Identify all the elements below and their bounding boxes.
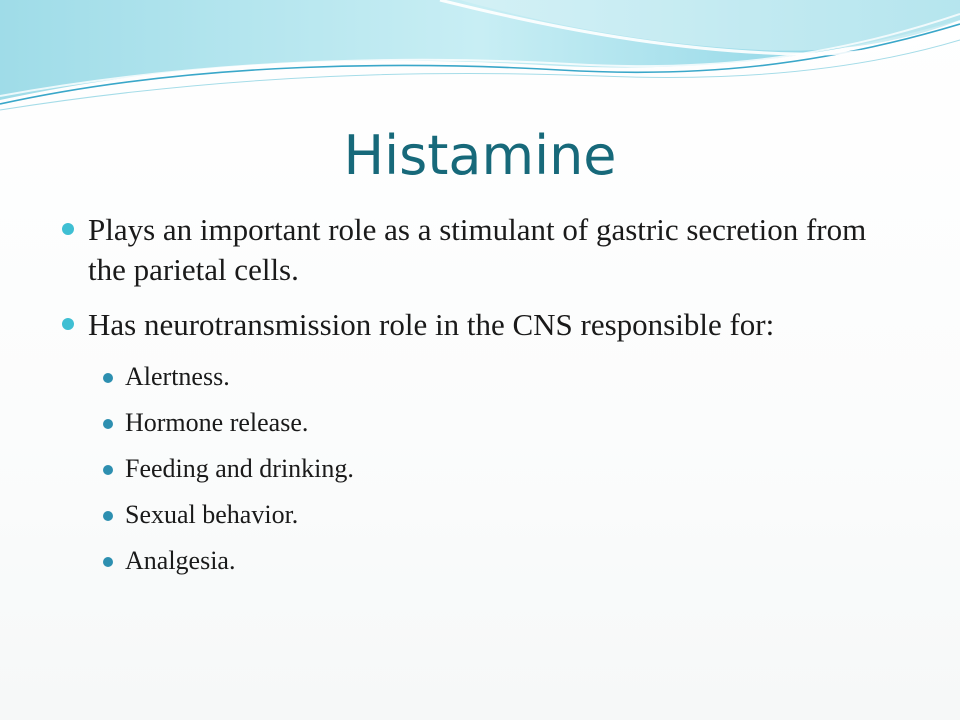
sub-bullet-dot-icon: [103, 419, 113, 429]
sub-bullet-item: [58, 544, 898, 578]
sub-bullet-dot-icon: [103, 373, 113, 383]
bullet-item: [58, 210, 898, 290]
sub-bullet-dot-icon: [103, 465, 113, 475]
header-wave-decoration: [0, 0, 960, 130]
sub-bullet-dot-icon: [103, 557, 113, 567]
sub-bullet-item: [58, 498, 898, 532]
bullet-dot-icon: [62, 318, 74, 330]
sub-bullet-text: Feeding and drinking.: [125, 454, 354, 483]
bullet-item: [58, 305, 898, 345]
sub-bullet-text: Sexual behavior.: [125, 500, 299, 529]
bullet-dot-icon: [62, 223, 74, 235]
sub-bullet-item: [58, 406, 898, 440]
sub-bullet-item: [58, 360, 898, 394]
slide-title: Histamine: [343, 124, 617, 187]
bullet-text: Plays an important role as a stimulant of gastric secretion from the parietal cells.: [88, 212, 867, 287]
sub-bullet-text: Alertness.: [125, 362, 230, 391]
sub-bullet-item: [58, 452, 898, 486]
sub-bullet-list: [58, 360, 898, 578]
sub-bullet-text: Analgesia.: [125, 546, 236, 575]
sub-bullet-text: Hormone release.: [125, 408, 309, 437]
bullet-list: [58, 210, 898, 590]
sub-bullet-dot-icon: [103, 511, 113, 521]
bullet-text: Has neurotransmission role in the CNS responsible for:: [88, 307, 775, 342]
